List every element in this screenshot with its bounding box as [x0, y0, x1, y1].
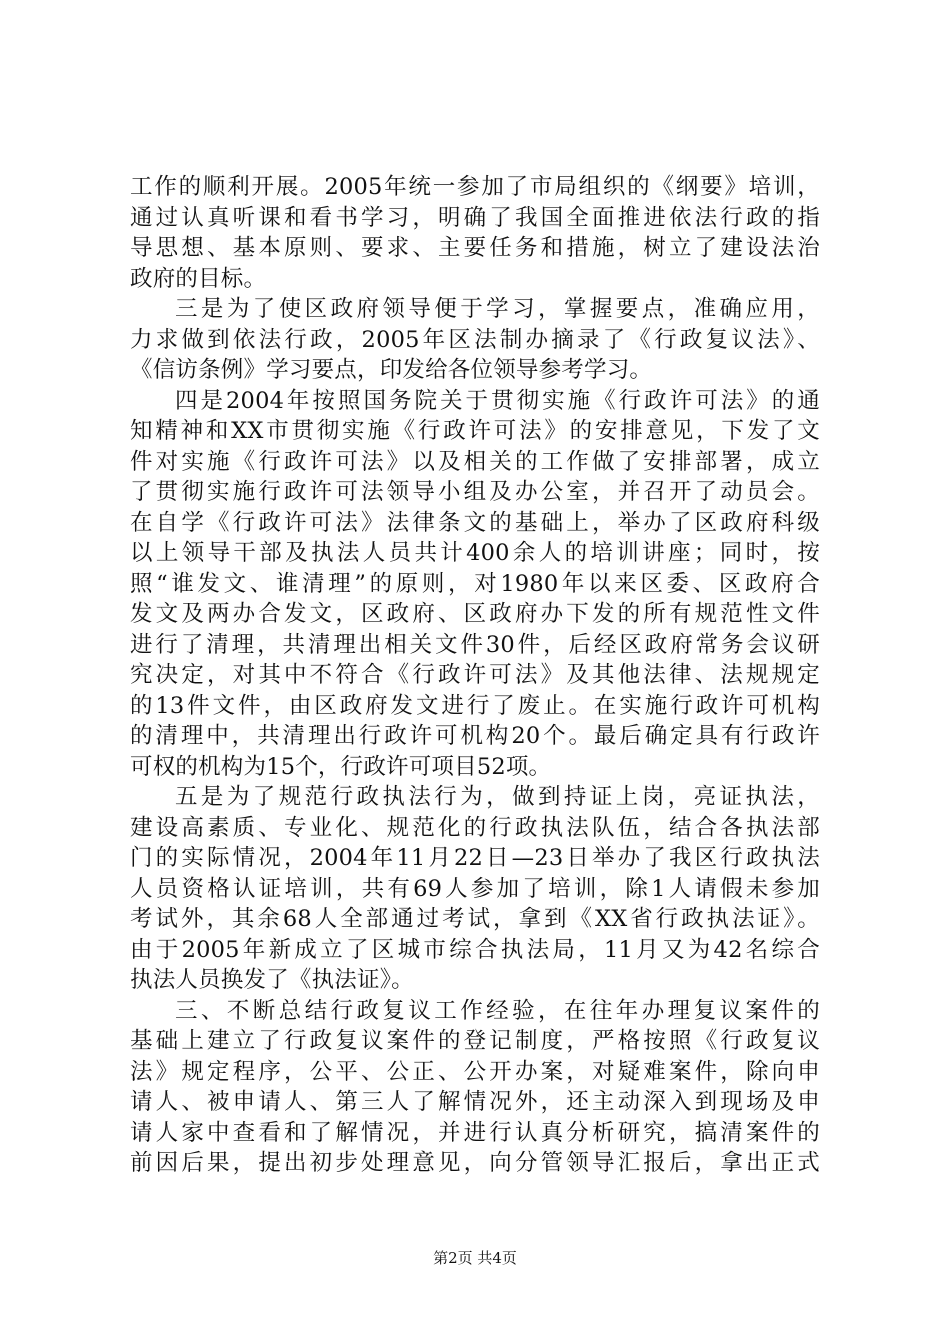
text-line: 力求做到依法行政，2005年区法制办摘录了《行政复议法》、 — [130, 326, 820, 353]
text-line: 工作的顺利开展。2005年统一参加了市局组织的《纲要》培训， — [130, 174, 820, 200]
text-line: 请人、被申请人、第三人了解情况外，还主动深入到现场及申 — [130, 1089, 820, 1115]
page-footer: 第2页 共4页 — [433, 1249, 517, 1267]
text-line: 法》规定程序，公平、公正、公开办案，对疑难案件，除向申 — [130, 1058, 820, 1085]
text-line: 的13件文件，由区政府发文进行了废止。在实施行政许可机构 — [130, 692, 820, 719]
text-line: 究决定，对其中不符合《行政许可法》及其他法律、法规规定 — [130, 662, 820, 688]
text-line: 请人家中查看和了解情况，并进行认真分析研究，搞清案件的 — [130, 1119, 820, 1146]
text-line: 政府的目标。 — [130, 265, 267, 292]
text-line: 照“谁发文、谁清理”的原则，对1980年以来区委、区政府合 — [130, 570, 820, 597]
text-line: 考试外，其余68人全部通过考试，拿到《XX省行政执法证》。 — [130, 906, 820, 932]
text-line: 三、不断总结行政复议工作经验，在往年办理复议案件的 — [175, 997, 820, 1024]
text-line: 人员资格认证培训，共有69人参加了培训，除1人请假未参加 — [130, 875, 820, 902]
text-line: 四是2004年按照国务院关于贯彻实施《行政许可法》的通 — [175, 387, 820, 414]
document-body — [130, 172, 820, 1179]
text-line: 了贯彻实施行政许可法领导小组及办公室，并召开了动员会。 — [130, 479, 820, 505]
text-line: 通过认真听课和看书学习，明确了我国全面推进依法行政的指 — [130, 204, 820, 231]
text-line: 前因后果，提出初步处理意见，向分管领导汇报后，拿出正式 — [130, 1150, 820, 1176]
text-line: 导思想、基本原则、要求、主要任务和措施，树立了建设法治 — [130, 235, 820, 261]
text-line: 可权的机构为15个，行政许可项目52项。 — [130, 753, 552, 780]
text-line: 三是为了使区政府领导便于学习，掌握要点，准确应用， — [175, 296, 820, 322]
text-line: 知精神和XX市贯彻实施《行政许可法》的安排意见，下发了文 — [130, 418, 820, 444]
text-line: 建设高素质、专业化、规范化的行政执法队伍，结合各执法部 — [130, 814, 820, 841]
text-line: 以上领导干部及执法人员共计400余人的培训讲座；同时，按 — [130, 540, 820, 566]
text-line: 进行了清理，共清理出相关文件30件，后经区政府常务会议研 — [130, 631, 820, 658]
text-line: 基础上建立了行政复议案件的登记制度，严格按照《行政复议 — [130, 1028, 820, 1054]
text-line: 执法人员换发了《执法证》。 — [130, 967, 414, 993]
text-line: 件对实施《行政许可法》以及相关的工作做了安排部署，成立 — [130, 448, 820, 475]
text-line: 的清理中，共清理出行政许可机构20个。最后确定具有行政许 — [130, 723, 820, 749]
text-line: 发文及两办合发文，区政府、区政府办下发的所有规范性文件 — [130, 601, 820, 627]
text-line: 由于2005年新成立了区城市综合执法局，11月又为42名综合 — [130, 936, 820, 963]
text-line: 门的实际情况，2004年11月22日—23日举办了我区行政执法 — [130, 845, 820, 871]
text-line: 《信访条例》学习要点，印发给各位领导参考学习。 — [130, 357, 653, 383]
text-line: 在自学《行政许可法》法律条文的基础上，举办了区政府科级 — [130, 509, 820, 536]
text-line: 五是为了规范行政执法行为，做到持证上岗，亮证执法， — [175, 784, 820, 810]
